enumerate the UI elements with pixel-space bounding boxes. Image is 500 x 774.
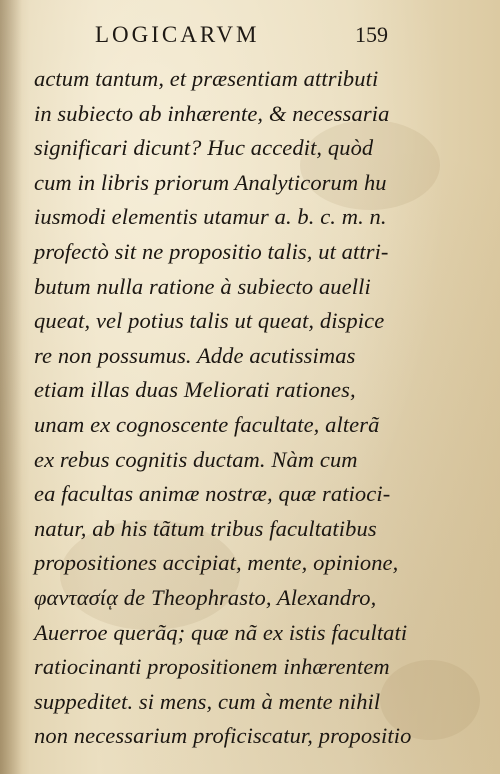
text-line: Auerroe querãq; quæ nã ex istis facultati bbox=[34, 619, 408, 645]
text-line: natur, ab his tãtum tribus facultatibus bbox=[34, 515, 377, 541]
gutter-shadow bbox=[0, 0, 22, 774]
text-line: etiam illas duas Meliorati rationes, bbox=[34, 377, 356, 403]
text-line: actum tantum, et præsentiam attributi bbox=[34, 66, 379, 91]
text-line: φαντασίᾳ de Theophrasto, Alexandro, bbox=[34, 584, 377, 610]
text-line: cum in libris priorum Analyticorum hu bbox=[34, 169, 387, 195]
text-line: ex rebus cognitis ductam. Nàm cum bbox=[34, 446, 358, 472]
text-line: iusmodi elementis utamur a. b. c. m. n. bbox=[34, 204, 387, 230]
body-text bbox=[34, 62, 474, 754]
text-line: non necessarium proficiscatur, propositio bbox=[34, 723, 412, 749]
running-head: LOGICARVM bbox=[95, 22, 260, 47]
text-line: ratiocinanti propositionem inhærentem bbox=[34, 654, 390, 680]
text-line: suppeditet. si mens, cum à mente nihil bbox=[34, 688, 381, 714]
text-line: re non possumus. Adde acutissimas bbox=[34, 342, 356, 368]
text-line: significari dicunt? Huc accedit, quòd bbox=[34, 135, 374, 161]
text-line: in subiecto ab inhærente, & necessaria bbox=[34, 100, 390, 126]
text-line: propositiones accipiat, mente, opinione, bbox=[34, 550, 399, 576]
text-line: queat, vel potius talis ut queat, dispice bbox=[34, 308, 385, 334]
text-line: unam ex cognoscente facultate, alterã bbox=[34, 411, 380, 437]
text-line: ea facultas animæ nostræ, quæ ratioci- bbox=[34, 481, 391, 507]
text-line: profectò sit ne propositio talis, ut attri- bbox=[34, 238, 389, 264]
text-line: butum nulla ratione à subiecto auelli bbox=[34, 273, 371, 299]
page-number: 159 bbox=[355, 22, 388, 47]
